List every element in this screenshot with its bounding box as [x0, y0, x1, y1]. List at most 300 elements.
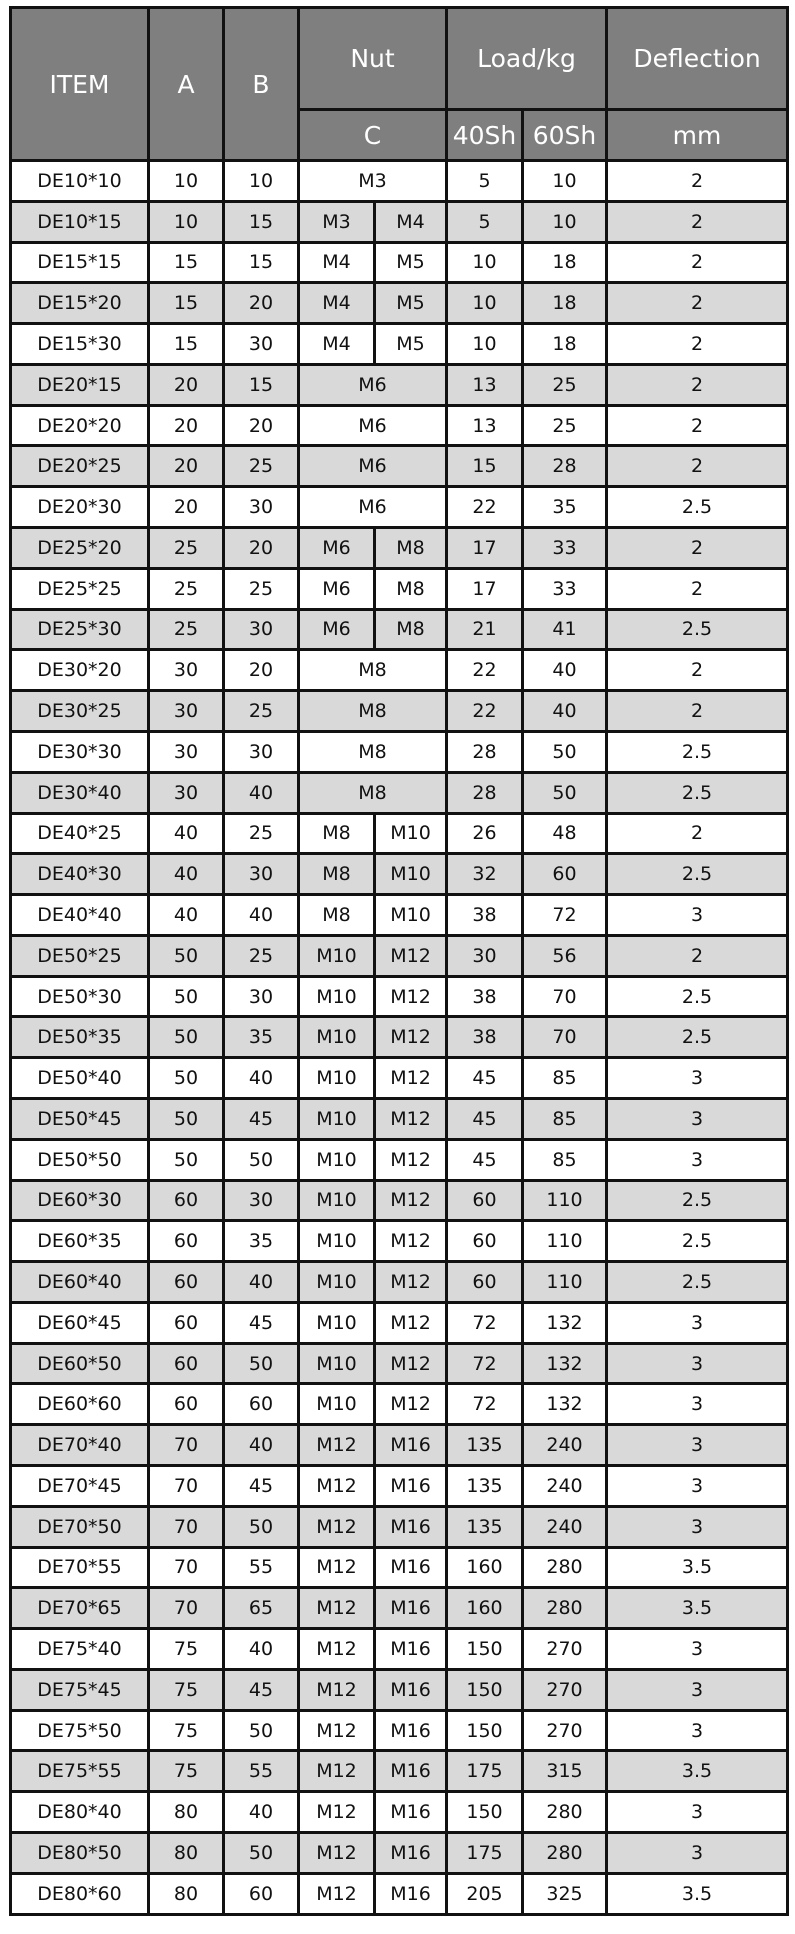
cell-a: 50 — [149, 1017, 224, 1058]
table-row — [11, 1629, 788, 1670]
cell-load-40sh: 150 — [447, 1792, 523, 1833]
cell-item: DE40*40 — [11, 895, 149, 936]
table-header — [11, 8, 788, 161]
cell-a: 60 — [149, 1221, 224, 1262]
cell-nut: M6 — [299, 364, 447, 405]
header-deflection: Deflection — [607, 8, 788, 110]
cell-deflection: 3.5 — [607, 1547, 788, 1588]
cell-a: 25 — [149, 568, 224, 609]
table-row — [11, 772, 788, 813]
cell-b: 50 — [224, 1833, 299, 1874]
cell-item: DE60*35 — [11, 1221, 149, 1262]
table-row — [11, 568, 788, 609]
cell-nut-1: M12 — [299, 1792, 375, 1833]
cell-item: DE40*25 — [11, 813, 149, 854]
cell-deflection: 3.5 — [607, 1873, 788, 1914]
header-deflection-unit: mm — [607, 110, 788, 161]
table-row — [11, 324, 788, 365]
cell-b: 45 — [224, 1098, 299, 1139]
cell-nut-2: M8 — [375, 568, 447, 609]
cell-nut-2: M16 — [375, 1792, 447, 1833]
cell-item: DE20*20 — [11, 405, 149, 446]
cell-deflection: 2 — [607, 813, 788, 854]
cell-nut-2: M12 — [375, 1180, 447, 1221]
cell-nut-2: M16 — [375, 1669, 447, 1710]
cell-nut-2: M12 — [375, 1343, 447, 1384]
cell-a: 20 — [149, 487, 224, 528]
table-row — [11, 364, 788, 405]
cell-load-40sh: 17 — [447, 568, 523, 609]
cell-item: DE15*20 — [11, 283, 149, 324]
cell-b: 45 — [224, 1302, 299, 1343]
table-row — [11, 1139, 788, 1180]
cell-nut-1: M10 — [299, 1221, 375, 1262]
cell-load-40sh: 45 — [447, 1058, 523, 1099]
cell-nut-2: M10 — [375, 813, 447, 854]
table-row — [11, 935, 788, 976]
cell-deflection: 2.5 — [607, 487, 788, 528]
cell-nut-2: M16 — [375, 1466, 447, 1507]
cell-nut: M6 — [299, 487, 447, 528]
cell-load-40sh: 60 — [447, 1180, 523, 1221]
cell-a: 80 — [149, 1792, 224, 1833]
cell-item: DE10*10 — [11, 161, 149, 202]
cell-nut-1: M12 — [299, 1425, 375, 1466]
cell-deflection: 2 — [607, 242, 788, 283]
table-row — [11, 650, 788, 691]
cell-nut-1: M6 — [299, 609, 375, 650]
table-row — [11, 242, 788, 283]
cell-load-60sh: 41 — [523, 609, 607, 650]
cell-b: 30 — [224, 854, 299, 895]
cell-load-60sh: 10 — [523, 201, 607, 242]
cell-deflection: 3 — [607, 1384, 788, 1425]
cell-load-60sh: 315 — [523, 1751, 607, 1792]
cell-load-40sh: 150 — [447, 1669, 523, 1710]
cell-a: 70 — [149, 1506, 224, 1547]
cell-b: 15 — [224, 201, 299, 242]
cell-load-60sh: 280 — [523, 1792, 607, 1833]
cell-deflection: 3.5 — [607, 1588, 788, 1629]
cell-deflection: 2 — [607, 161, 788, 202]
cell-load-40sh: 28 — [447, 731, 523, 772]
cell-b: 30 — [224, 324, 299, 365]
cell-deflection: 3 — [607, 1139, 788, 1180]
table-row — [11, 1343, 788, 1384]
cell-item: DE50*40 — [11, 1058, 149, 1099]
cell-load-60sh: 85 — [523, 1139, 607, 1180]
cell-item: DE50*35 — [11, 1017, 149, 1058]
cell-deflection: 3 — [607, 1425, 788, 1466]
cell-a: 25 — [149, 528, 224, 569]
table-row — [11, 1710, 788, 1751]
cell-load-40sh: 28 — [447, 772, 523, 813]
cell-load-40sh: 21 — [447, 609, 523, 650]
cell-deflection: 2.5 — [607, 1221, 788, 1262]
cell-a: 30 — [149, 691, 224, 732]
cell-b: 25 — [224, 691, 299, 732]
cell-a: 60 — [149, 1384, 224, 1425]
cell-a: 30 — [149, 650, 224, 691]
cell-nut-1: M8 — [299, 895, 375, 936]
cell-item: DE70*45 — [11, 1466, 149, 1507]
cell-nut-1: M12 — [299, 1669, 375, 1710]
cell-b: 40 — [224, 895, 299, 936]
header-nut-sub: C — [299, 110, 447, 161]
cell-deflection: 2.5 — [607, 1017, 788, 1058]
cell-item: DE20*30 — [11, 487, 149, 528]
table-row — [11, 1425, 788, 1466]
cell-a: 40 — [149, 854, 224, 895]
table-row — [11, 1751, 788, 1792]
cell-nut-1: M12 — [299, 1588, 375, 1629]
cell-deflection: 2 — [607, 568, 788, 609]
cell-a: 50 — [149, 1098, 224, 1139]
cell-nut-2: M12 — [375, 1262, 447, 1303]
cell-a: 25 — [149, 609, 224, 650]
cell-load-40sh: 22 — [447, 487, 523, 528]
cell-item: DE15*15 — [11, 242, 149, 283]
cell-load-60sh: 18 — [523, 283, 607, 324]
cell-item: DE50*45 — [11, 1098, 149, 1139]
cell-load-60sh: 25 — [523, 364, 607, 405]
cell-item: DE80*60 — [11, 1873, 149, 1914]
cell-b: 40 — [224, 1629, 299, 1670]
cell-load-40sh: 45 — [447, 1098, 523, 1139]
cell-nut-1: M10 — [299, 1343, 375, 1384]
cell-nut-1: M8 — [299, 813, 375, 854]
cell-deflection: 3 — [607, 1669, 788, 1710]
cell-deflection: 2 — [607, 324, 788, 365]
cell-nut-1: M12 — [299, 1506, 375, 1547]
cell-item: DE70*65 — [11, 1588, 149, 1629]
cell-load-60sh: 132 — [523, 1343, 607, 1384]
cell-load-40sh: 5 — [447, 201, 523, 242]
cell-a: 15 — [149, 242, 224, 283]
cell-load-40sh: 150 — [447, 1710, 523, 1751]
header-b: B — [224, 8, 299, 161]
cell-nut: M8 — [299, 772, 447, 813]
cell-deflection: 3 — [607, 1343, 788, 1384]
cell-deflection: 2.5 — [607, 731, 788, 772]
cell-a: 60 — [149, 1180, 224, 1221]
cell-nut-2: M12 — [375, 976, 447, 1017]
cell-b: 40 — [224, 772, 299, 813]
cell-deflection: 2 — [607, 364, 788, 405]
cell-item: DE60*60 — [11, 1384, 149, 1425]
cell-b: 50 — [224, 1139, 299, 1180]
cell-nut-1: M10 — [299, 1017, 375, 1058]
cell-nut-2: M12 — [375, 1098, 447, 1139]
cell-item: DE30*25 — [11, 691, 149, 732]
cell-load-60sh: 132 — [523, 1384, 607, 1425]
cell-load-60sh: 40 — [523, 650, 607, 691]
cell-load-60sh: 18 — [523, 324, 607, 365]
cell-item: DE40*30 — [11, 854, 149, 895]
cell-load-60sh: 28 — [523, 446, 607, 487]
cell-a: 50 — [149, 976, 224, 1017]
cell-item: DE70*55 — [11, 1547, 149, 1588]
cell-nut-1: M8 — [299, 854, 375, 895]
cell-nut-2: M10 — [375, 895, 447, 936]
cell-load-60sh: 72 — [523, 895, 607, 936]
table-row — [11, 691, 788, 732]
cell-nut-1: M10 — [299, 1180, 375, 1221]
cell-deflection: 3 — [607, 1710, 788, 1751]
cell-item: DE75*50 — [11, 1710, 149, 1751]
cell-deflection: 2.5 — [607, 854, 788, 895]
header-load: Load/kg — [447, 8, 607, 110]
cell-deflection: 3 — [607, 1058, 788, 1099]
cell-load-40sh: 72 — [447, 1343, 523, 1384]
table-row — [11, 1221, 788, 1262]
cell-load-60sh: 110 — [523, 1180, 607, 1221]
cell-item: DE60*30 — [11, 1180, 149, 1221]
cell-a: 15 — [149, 324, 224, 365]
header-item: ITEM — [11, 8, 149, 161]
cell-a: 80 — [149, 1873, 224, 1914]
cell-a: 30 — [149, 772, 224, 813]
cell-deflection: 3 — [607, 1792, 788, 1833]
cell-b: 60 — [224, 1873, 299, 1914]
cell-item: DE75*55 — [11, 1751, 149, 1792]
header-row-top — [11, 8, 788, 110]
cell-load-60sh: 132 — [523, 1302, 607, 1343]
cell-nut-1: M12 — [299, 1547, 375, 1588]
cell-b: 55 — [224, 1751, 299, 1792]
cell-load-40sh: 38 — [447, 976, 523, 1017]
cell-a: 75 — [149, 1710, 224, 1751]
table-row — [11, 976, 788, 1017]
cell-load-60sh: 270 — [523, 1669, 607, 1710]
cell-a: 40 — [149, 895, 224, 936]
cell-load-60sh: 110 — [523, 1262, 607, 1303]
cell-load-60sh: 70 — [523, 1017, 607, 1058]
cell-load-60sh: 60 — [523, 854, 607, 895]
cell-load-60sh: 240 — [523, 1466, 607, 1507]
cell-nut: M6 — [299, 405, 447, 446]
table-row — [11, 609, 788, 650]
table-row — [11, 1873, 788, 1914]
cell-nut-1: M6 — [299, 568, 375, 609]
cell-nut-2: M12 — [375, 1384, 447, 1425]
cell-item: DE30*30 — [11, 731, 149, 772]
cell-load-60sh: 50 — [523, 772, 607, 813]
cell-load-40sh: 22 — [447, 650, 523, 691]
cell-load-40sh: 175 — [447, 1833, 523, 1874]
header-load-40sh: 40Sh — [447, 110, 523, 161]
table-row — [11, 1302, 788, 1343]
cell-load-60sh: 280 — [523, 1547, 607, 1588]
cell-load-60sh: 280 — [523, 1588, 607, 1629]
cell-deflection: 2 — [607, 405, 788, 446]
cell-deflection: 3 — [607, 1629, 788, 1670]
cell-item: DE30*20 — [11, 650, 149, 691]
cell-b: 40 — [224, 1425, 299, 1466]
cell-nut-2: M16 — [375, 1833, 447, 1874]
cell-deflection: 3.5 — [607, 1751, 788, 1792]
table-row — [11, 895, 788, 936]
cell-a: 60 — [149, 1262, 224, 1303]
cell-deflection: 2 — [607, 650, 788, 691]
cell-load-40sh: 135 — [447, 1466, 523, 1507]
cell-a: 20 — [149, 446, 224, 487]
cell-deflection: 2 — [607, 935, 788, 976]
cell-deflection: 2.5 — [607, 976, 788, 1017]
cell-a: 30 — [149, 731, 224, 772]
table-row — [11, 1058, 788, 1099]
cell-load-40sh: 30 — [447, 935, 523, 976]
cell-b: 15 — [224, 364, 299, 405]
cell-nut-1: M12 — [299, 1629, 375, 1670]
cell-item: DE20*15 — [11, 364, 149, 405]
cell-nut-1: M12 — [299, 1751, 375, 1792]
spec-table — [9, 6, 789, 1916]
cell-b: 15 — [224, 242, 299, 283]
cell-nut: M6 — [299, 446, 447, 487]
cell-load-40sh: 32 — [447, 854, 523, 895]
cell-nut: M8 — [299, 731, 447, 772]
cell-a: 10 — [149, 161, 224, 202]
cell-load-60sh: 70 — [523, 976, 607, 1017]
cell-deflection: 3 — [607, 895, 788, 936]
cell-deflection: 2 — [607, 691, 788, 732]
cell-nut-1: M3 — [299, 201, 375, 242]
cell-b: 40 — [224, 1792, 299, 1833]
cell-nut-2: M16 — [375, 1588, 447, 1629]
cell-load-60sh: 85 — [523, 1058, 607, 1099]
table-row — [11, 1547, 788, 1588]
table-row — [11, 1017, 788, 1058]
cell-b: 20 — [224, 283, 299, 324]
cell-item: DE60*40 — [11, 1262, 149, 1303]
cell-nut-1: M10 — [299, 1302, 375, 1343]
cell-load-40sh: 13 — [447, 405, 523, 446]
cell-nut-1: M10 — [299, 1098, 375, 1139]
cell-b: 45 — [224, 1669, 299, 1710]
cell-b: 25 — [224, 813, 299, 854]
cell-nut-2: M12 — [375, 1017, 447, 1058]
table-row — [11, 1833, 788, 1874]
table-row — [11, 528, 788, 569]
cell-deflection: 2 — [607, 528, 788, 569]
cell-b: 35 — [224, 1017, 299, 1058]
cell-load-40sh: 10 — [447, 283, 523, 324]
cell-a: 75 — [149, 1751, 224, 1792]
cell-load-60sh: 50 — [523, 731, 607, 772]
cell-load-60sh: 35 — [523, 487, 607, 528]
table-row — [11, 1262, 788, 1303]
cell-a: 60 — [149, 1343, 224, 1384]
table-row — [11, 487, 788, 528]
cell-load-40sh: 60 — [447, 1221, 523, 1262]
cell-nut-1: M12 — [299, 1833, 375, 1874]
cell-a: 50 — [149, 935, 224, 976]
cell-item: DE50*50 — [11, 1139, 149, 1180]
cell-nut-1: M12 — [299, 1466, 375, 1507]
cell-item: DE50*25 — [11, 935, 149, 976]
cell-item: DE10*15 — [11, 201, 149, 242]
table-row — [11, 1180, 788, 1221]
cell-b: 50 — [224, 1506, 299, 1547]
cell-nut-1: M10 — [299, 976, 375, 1017]
cell-load-60sh: 25 — [523, 405, 607, 446]
cell-a: 15 — [149, 283, 224, 324]
cell-nut-2: M16 — [375, 1506, 447, 1547]
cell-deflection: 2.5 — [607, 1180, 788, 1221]
cell-a: 70 — [149, 1466, 224, 1507]
table-row — [11, 283, 788, 324]
cell-item: DE60*45 — [11, 1302, 149, 1343]
cell-load-40sh: 45 — [447, 1139, 523, 1180]
cell-nut-2: M16 — [375, 1425, 447, 1466]
cell-b: 40 — [224, 1058, 299, 1099]
table-row — [11, 1506, 788, 1547]
cell-load-40sh: 160 — [447, 1547, 523, 1588]
cell-nut-1: M10 — [299, 1058, 375, 1099]
cell-nut-2: M5 — [375, 283, 447, 324]
cell-nut-1: M10 — [299, 935, 375, 976]
table-row — [11, 405, 788, 446]
table-row — [11, 446, 788, 487]
cell-b: 30 — [224, 731, 299, 772]
cell-load-60sh: 56 — [523, 935, 607, 976]
cell-load-40sh: 135 — [447, 1425, 523, 1466]
cell-item: DE80*40 — [11, 1792, 149, 1833]
cell-item: DE15*30 — [11, 324, 149, 365]
cell-nut-1: M4 — [299, 283, 375, 324]
cell-item: DE30*40 — [11, 772, 149, 813]
table-row — [11, 1466, 788, 1507]
table-row — [11, 813, 788, 854]
cell-nut-2: M5 — [375, 324, 447, 365]
cell-item: DE50*30 — [11, 976, 149, 1017]
cell-load-60sh: 10 — [523, 161, 607, 202]
cell-b: 20 — [224, 650, 299, 691]
cell-load-40sh: 205 — [447, 1873, 523, 1914]
cell-load-40sh: 13 — [447, 364, 523, 405]
cell-b: 25 — [224, 935, 299, 976]
cell-load-60sh: 40 — [523, 691, 607, 732]
cell-load-60sh: 270 — [523, 1629, 607, 1670]
cell-b: 50 — [224, 1343, 299, 1384]
cell-deflection: 3 — [607, 1833, 788, 1874]
cell-nut-2: M12 — [375, 1139, 447, 1180]
cell-load-40sh: 72 — [447, 1384, 523, 1425]
cell-load-40sh: 26 — [447, 813, 523, 854]
table-row — [11, 854, 788, 895]
cell-nut-1: M4 — [299, 324, 375, 365]
cell-nut-2: M12 — [375, 1058, 447, 1099]
cell-a: 60 — [149, 1302, 224, 1343]
cell-b: 30 — [224, 609, 299, 650]
cell-nut-2: M10 — [375, 854, 447, 895]
cell-b: 30 — [224, 487, 299, 528]
cell-a: 40 — [149, 813, 224, 854]
cell-nut: M8 — [299, 691, 447, 732]
cell-nut-2: M12 — [375, 935, 447, 976]
cell-load-40sh: 5 — [447, 161, 523, 202]
cell-a: 75 — [149, 1669, 224, 1710]
cell-item: DE70*40 — [11, 1425, 149, 1466]
cell-load-40sh: 10 — [447, 242, 523, 283]
cell-b: 40 — [224, 1262, 299, 1303]
cell-nut-2: M8 — [375, 528, 447, 569]
cell-load-60sh: 280 — [523, 1833, 607, 1874]
cell-item: DE80*50 — [11, 1833, 149, 1874]
cell-load-40sh: 135 — [447, 1506, 523, 1547]
cell-load-60sh: 270 — [523, 1710, 607, 1751]
